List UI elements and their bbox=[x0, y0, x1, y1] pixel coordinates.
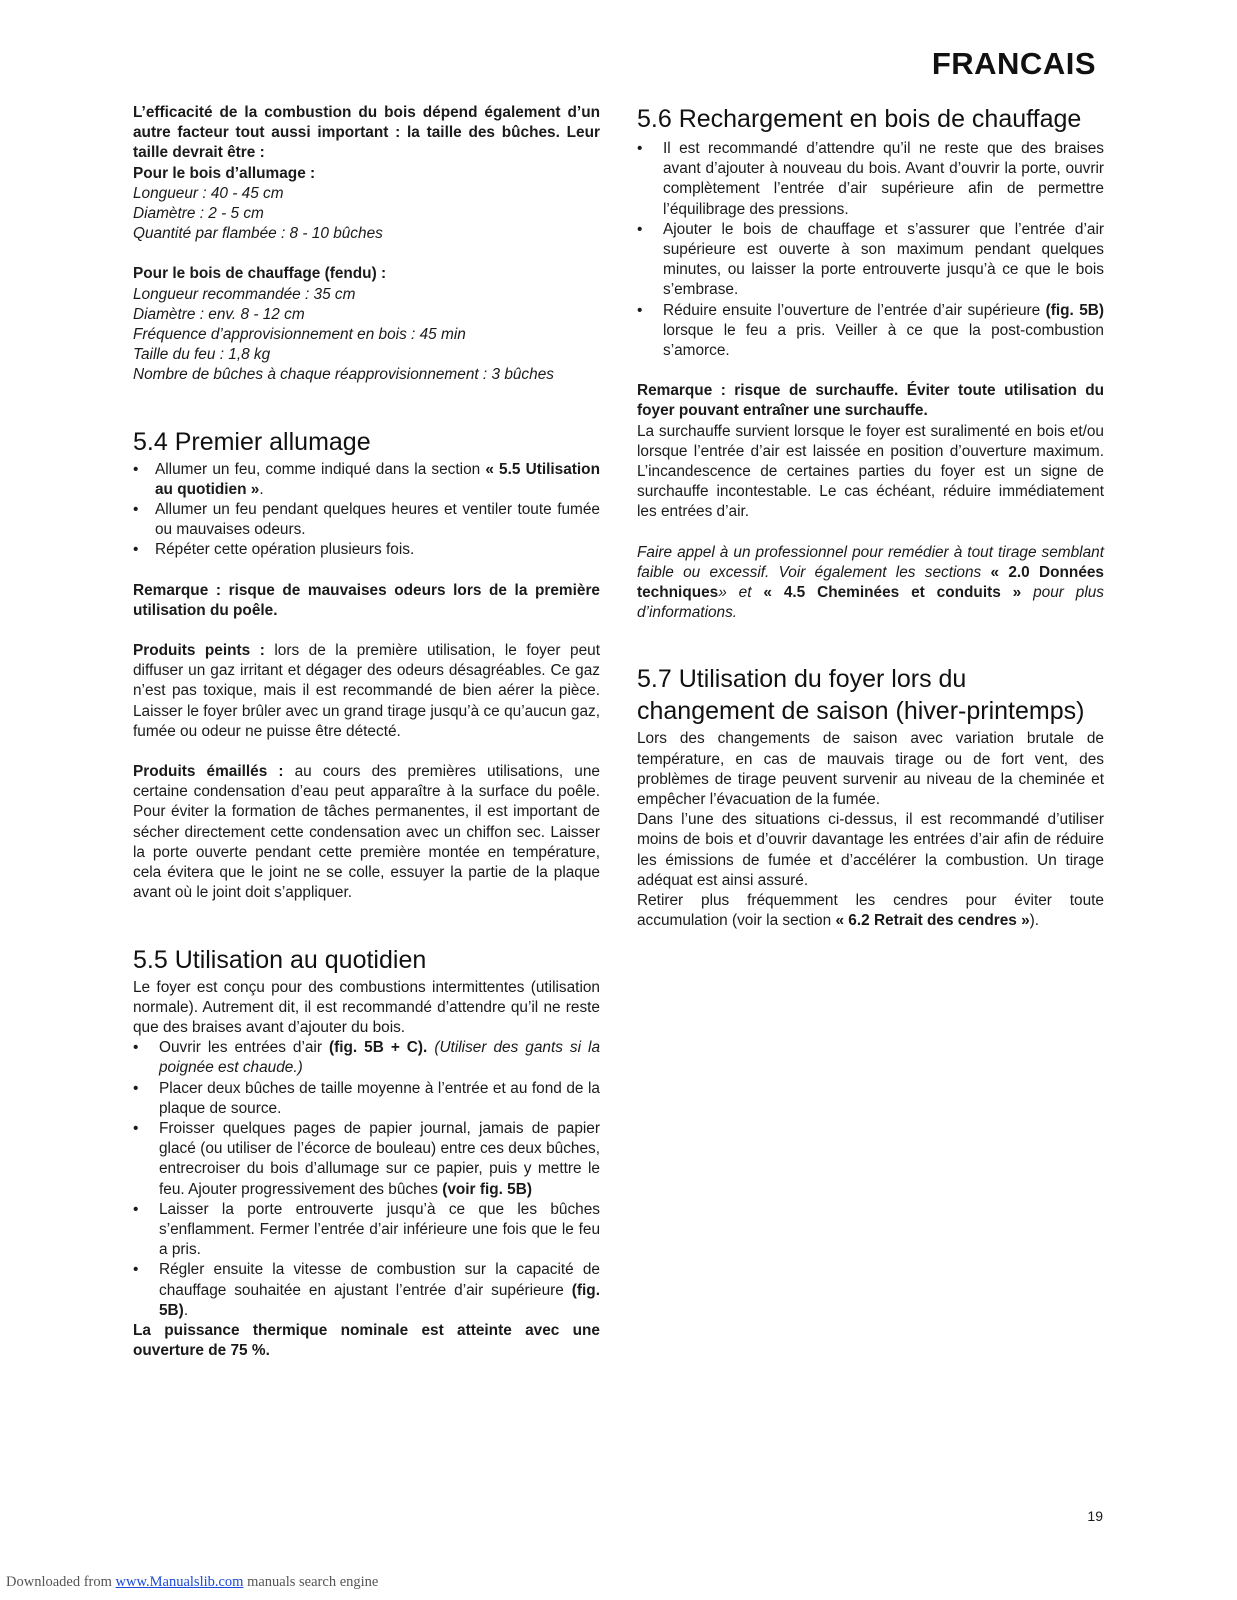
s57-para-1: Lors des changements de saison avec variation brutale de température, en cas de mauvais tirage ou de fort vent, des problèmes de tirage peuvent survenir au niveau de la cheminée et empêcher l’évacuation de la fumée. bbox=[637, 730, 1104, 809]
produits-peints: Produits peints : lors de la première utilisation, le foyer peut diffuser un gaz irritant et dégager des odeurs désagréables. Ce gaz n’est pas toxique, mais il est recommandé de bien aérer la pièce. Laisser le foyer brûler avec un grand tirage jusqu’à ce qu’aucun gaz, fumée ou odeur ne puisse être détecté. bbox=[133, 642, 601, 740]
right-column bbox=[637, 103, 1104, 932]
section-5-7-heading: 5.7 Utilisation du foyer lors du changement de saison (hiver-printemps) bbox=[637, 665, 1085, 726]
page-number: 19 bbox=[1087, 1508, 1103, 1524]
manualslib-link[interactable]: www.Manualslib.com bbox=[115, 1574, 244, 1590]
list-item: • Il est recommandé d’attendre qu’il ne reste que des braises avant d’ajouter à nouveau du bois. Avant d’ouvrir la porte, ouvrir complètement l’entrée d’air supérieure afin de permettre l’équilibrage des pressions. bbox=[637, 139, 1104, 220]
s55-closing: La puissance thermique nominale est atteinte avec une ouverture de 75 %. bbox=[133, 1321, 600, 1360]
list-item: • Ouvrir les entrées d’air (fig. 5B + C). (Utiliser des gants si la poignée est chaude.) bbox=[133, 1038, 600, 1078]
footer: Downloaded from www.Manualslib.com manuals search engine bbox=[6, 1574, 379, 1590]
list-item: • Réduire ensuite l’ouverture de l’entrée d’air supérieure (fig. 5B) lorsque le feu a pris. Veiller à ce que la post-combustion s’amorce. bbox=[637, 301, 1104, 362]
professionnel-para: Faire appel à un professionnel pour remédier à tout tirage semblant faible ou excessif. Voir également les sections « 2.0 Données techniques» et « 4.5 Cheminées et conduits » pour plus d’informations. bbox=[637, 543, 1105, 622]
list-item: • Ajouter le bois de chauffage et s’assurer que l’entrée d’air supérieure est ouverte à son maximum pendant quelques minutes, ou laisser la porte entrouverte jusqu’à ce que le bois s’embrase. bbox=[637, 220, 1104, 301]
list-item: • Répéter cette opération plusieurs fois. bbox=[133, 540, 600, 560]
chauffage-line: Nombre de bûches à chaque réapprovisionnement : 3 bûches bbox=[133, 366, 554, 384]
s57-para-3: Retirer plus fréquemment les cendres pour éviter toute accumulation (voir la section « 6.2 Retrait des cendres »). bbox=[637, 892, 1104, 930]
section-5-6-heading: 5.6 Rechargement en bois de chauffage bbox=[637, 105, 1082, 133]
chauffage-title: Pour le bois de chauffage (fendu) : bbox=[133, 265, 387, 283]
allumage-line: Diamètre : 2 - 5 cm bbox=[133, 205, 264, 223]
remark-odeurs: Remarque : risque de mauvaises odeurs lors de la première utilisation du poêle. bbox=[133, 581, 600, 619]
list-item: • Régler ensuite la vitesse de combustion sur la capacité de chauffage souhaitée en ajustant l’entrée d’air supérieure (fig. 5B). bbox=[133, 1260, 600, 1321]
chauffage-line: Fréquence d’approvisionnement en bois : 45 min bbox=[133, 326, 466, 344]
list-item: • Allumer un feu pendant quelques heures et ventiler toute fumée ou mauvaises odeurs. bbox=[133, 500, 600, 540]
allumage-line: Longueur : 40 - 45 cm bbox=[133, 184, 284, 202]
list-item: • Allumer un feu, comme indiqué dans la section « 5.5 Utilisation au quotidien ». bbox=[133, 460, 600, 500]
left-column bbox=[133, 103, 600, 1361]
s55-intro: Le foyer est conçu pour des combustions intermittentes (utilisation normale). Autrement dit, il est recommandé d’attendre qu’il ne reste que des braises avant d’ajouter du bois. bbox=[133, 978, 600, 1036]
chauffage-line: Taille du feu : 1,8 kg bbox=[133, 346, 271, 364]
s57-para-2: Dans l’une des situations ci-dessus, il est recommandé d’utiliser moins de bois et d’ouvrir davantage les entrées d’air afin de réduire les émissions de fumée et d’accélérer la combustion. Un tirage adéquat est ainsi assuré. bbox=[637, 811, 1104, 889]
remark-surchauffe: Remarque : risque de surchauffe. Éviter toute utilisation du foyer pouvant entraîner une surchauffe. bbox=[637, 382, 1104, 420]
surchauffe-para: La surchauffe survient lorsque le foyer est suralimenté en bois et/ou lorsque l’entrée d’air est laissée en position d’ouverture maximum. L’incandescence de certaines parties du foyer est un signe de surchauffe incontestable. Le cas échéant, réduire immédiatement les entrées d’air. bbox=[637, 422, 1104, 521]
chauffage-line: Diamètre : env. 8 - 12 cm bbox=[133, 305, 305, 323]
produits-emailles: Produits émaillés : au cours des premières utilisations, une certaine condensation d’eau peut apparaître à la surface du poêle. Pour éviter la formation de tâches permanentes, il est important de sécher directement cette condensation avec un chiffon sec. Laisser la porte ouverte pendant cette première montée en température, cela évitera que le joint ne se colle, essuyer la partie de la plaque avant où le joint doit s’appliquer. bbox=[133, 763, 600, 902]
chauffage-line: Longueur recommandée : 35 cm bbox=[133, 285, 356, 303]
list-item: • Froisser quelques pages de papier journal, jamais de papier glacé (ou utiliser de l’écorce de bouleau) entre ces deux bûches, entrecroiser du bois d’allumage sur ce papier, puis y mettre le feu. Ajouter progressivement des bûches (voir fig. 5B) bbox=[133, 1119, 600, 1200]
language-header: FRANCAIS bbox=[931, 46, 1096, 81]
list-item: • Laisser la porte entrouverte jusqu’à ce que les bûches s’enflamment. Fermer l’entrée d’air inférieure une fois que le feu a pris. bbox=[133, 1200, 600, 1261]
allumage-line: Quantité par flambée : 8 - 10 bûches bbox=[133, 225, 383, 243]
section-5-5-heading: 5.5 Utilisation au quotidien bbox=[133, 945, 427, 974]
section-5-4-heading: 5.4 Premier allumage bbox=[133, 427, 371, 456]
intro-text: L’efficacité de la combustion du bois dépend également d’un autre facteur tout aussi important : la taille des bûches. Leur taille devrait être : bbox=[133, 104, 600, 162]
allumage-title: Pour le bois d’allumage : bbox=[133, 164, 316, 182]
list-item: • Placer deux bûches de taille moyenne à l’entrée et au fond de la plaque de source. bbox=[133, 1079, 600, 1119]
